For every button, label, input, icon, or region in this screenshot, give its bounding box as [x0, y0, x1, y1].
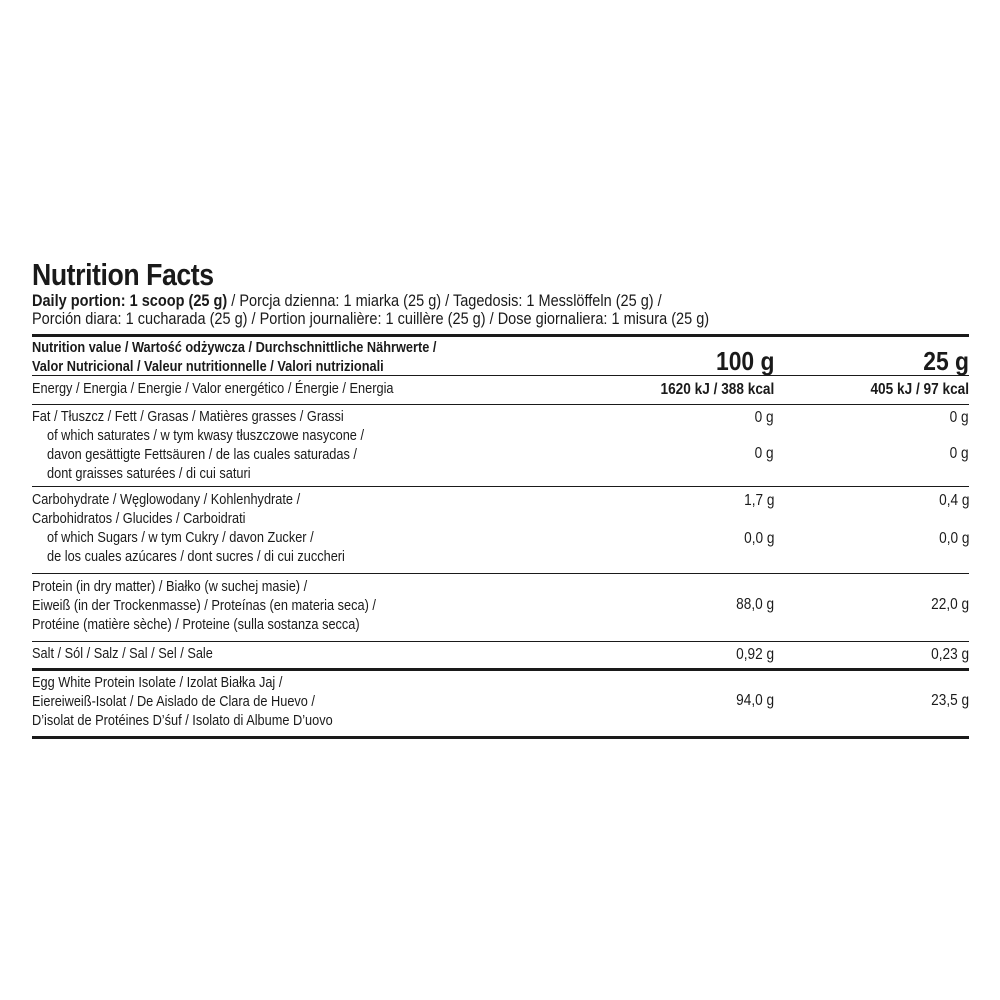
daily-portion-bold: Daily portion: 1 scoop (25 g) — [32, 292, 228, 310]
fat-section — [32, 405, 969, 486]
protein-label-line3: Protéine (matière sèche) / Proteine (sulla sostanza secca) — [32, 617, 360, 633]
header-col-100g: 100 g — [715, 346, 774, 376]
sugars-100g: 0,0 g — [743, 530, 774, 547]
energy-100g: 1620 kJ / 388 kcal — [660, 381, 774, 398]
salt-25g: 0,23 g — [931, 646, 969, 663]
carbs-100g: 1,7 g — [743, 492, 774, 509]
egg-label-line2: Eiereiweiß-Isolat / De Aislado de Clara de Huevo / — [32, 694, 315, 710]
energy-label: Energy / Energia / Energie / Valor energético / Énergie / Energia — [32, 381, 394, 397]
protein-100g: 88,0 g — [736, 596, 774, 613]
page-title: Nutrition Facts — [32, 257, 214, 292]
table-row — [32, 408, 969, 427]
carbs-label-line1: Carbohydrate / Węglowodany / Kohlenhydrate / — [32, 492, 301, 508]
egg-label-line3: D’isolat de Protéines D’śuf / Isolato di Albume D’uovo — [32, 713, 333, 729]
egg-100g: 94,0 g — [736, 692, 774, 709]
sugars-25g: 0,0 g — [938, 530, 969, 547]
daily-portion-rest: / Porcja dzienna: 1 miarka (25 g) / Tagedosis: 1 Messlöffeln (25 g) / — [227, 292, 662, 310]
egg-label-line1: Egg White Protein Isolate / Izolat Białka Jaj / — [32, 675, 283, 691]
table-row — [32, 574, 969, 641]
table-row — [32, 491, 969, 529]
energy-25g: 405 kJ / 97 kcal — [870, 381, 969, 398]
table-row — [32, 529, 969, 567]
fat-100g: 0 g — [755, 409, 774, 426]
protein-label-line1: Protein (in dry matter) / Białko (w suchej masie) / — [32, 579, 308, 595]
carbs-section — [32, 487, 969, 573]
fat-25g: 0 g — [950, 409, 969, 426]
fat-label: Fat / Tłuszcz / Fett / Grasas / Matières grasses / Grassi — [32, 409, 344, 425]
table-row — [32, 427, 969, 484]
table-header — [32, 337, 969, 375]
carbs-25g: 0,4 g — [938, 492, 969, 509]
saturates-label-line3: dont graisses saturées / di cui saturi — [47, 466, 251, 482]
protein-label-line2: Eiweiß (in der Trockenmasse) / Proteínas (en materia seca) / — [32, 598, 376, 614]
divider-thick — [32, 736, 969, 739]
salt-label: Salt / Sól / Salz / Sal / Sel / Sale — [32, 646, 213, 662]
daily-portion — [32, 292, 857, 328]
egg-25g: 23,5 g — [931, 692, 969, 709]
nutrition-label — [32, 258, 969, 739]
sugars-label-line1: of which Sugars / w tym Cukry / davon Zucker / — [47, 530, 314, 546]
carbs-label-line2: Carbohidratos / Glucides / Carboidrati — [32, 511, 246, 527]
protein-25g: 22,0 g — [931, 596, 969, 613]
sugars-label-line2: de los cuales azúcares / dont sucres / di cui zuccheri — [47, 549, 345, 565]
saturates-25g: 0 g — [950, 445, 969, 462]
table-row — [32, 376, 969, 404]
saturates-label-line2: davon gesättigte Fettsäuren / de las cuales saturadas / — [47, 447, 357, 463]
saturates-label-line1: of which saturates / w tym kwasy tłuszczowe nasycone / — [47, 428, 365, 444]
header-col-25g: 25 g — [923, 346, 969, 376]
header-label-line2: Valor Nutricional / Valeur nutritionnelle / Valori nutrizionali — [32, 359, 384, 375]
salt-100g: 0,92 g — [736, 646, 774, 663]
saturates-100g: 0 g — [755, 445, 774, 462]
table-row — [32, 642, 969, 668]
header-label-line1: Nutrition value / Wartość odżywcza / Durchschnittliche Nährwerte / — [32, 340, 437, 356]
table-row — [32, 671, 969, 736]
daily-portion-line2: Porción diara: 1 cucharada (25 g) / Portion journalière: 1 cuillère (25 g) / Dose giornaliera: 1 misura (25 g) — [32, 310, 710, 328]
